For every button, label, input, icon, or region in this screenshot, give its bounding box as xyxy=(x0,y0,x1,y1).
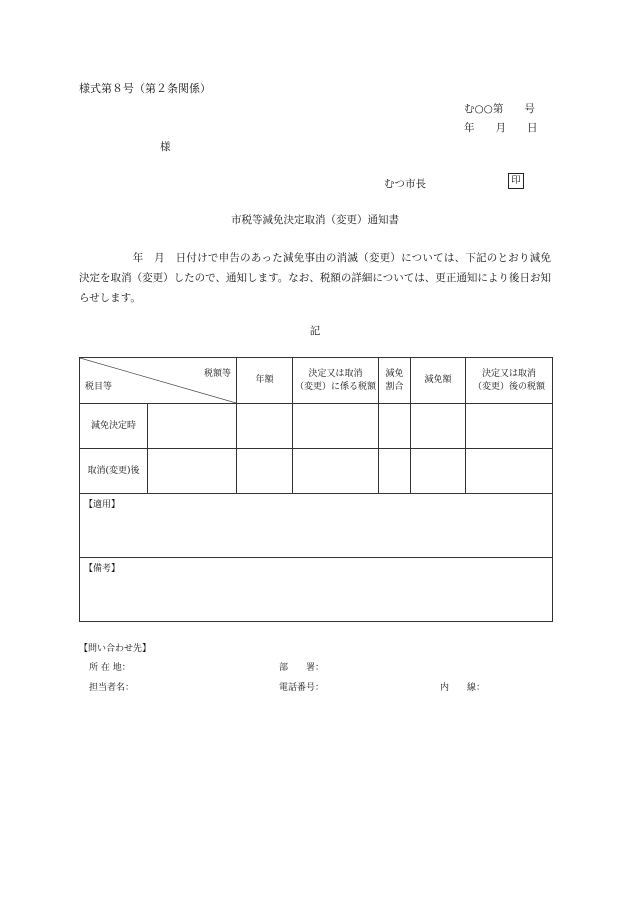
addressee: 様 xyxy=(160,141,171,153)
extension-label: 内 線： xyxy=(440,683,486,693)
row-label-decision: 減免決定時 xyxy=(80,404,148,449)
body-paragraph xyxy=(79,248,551,308)
table-cell xyxy=(148,449,237,494)
remark-tekiyo: 【適用】 xyxy=(80,494,553,558)
contact-heading: 【問い合わせ先】 xyxy=(79,644,152,654)
table-cell xyxy=(411,449,466,494)
issuer-name: むつ市長 xyxy=(384,178,426,190)
document-title: 市税等減免決定取消（変更）通知書 xyxy=(231,214,399,226)
table-cell xyxy=(379,449,411,494)
col-after-tax-line1: 決定又は取消 xyxy=(481,368,536,379)
table-cell xyxy=(411,404,466,449)
col-after-tax-line2: （変更）後の税額 xyxy=(472,381,545,392)
remark-row-tekiyo xyxy=(80,494,553,558)
table-cell xyxy=(293,449,379,494)
header-tax-label: 税額等 xyxy=(203,369,231,379)
col-decided-tax xyxy=(293,358,379,404)
table-cell xyxy=(466,449,553,494)
header-item-label: 税目等 xyxy=(85,382,113,392)
body-paragraph-text: 年 月 日付けで申告のあった減免事由の消滅（変更）については、下記のとおり減免決定を取消（変更）したので、通知します。なお、税額の詳細については、更正通知により後日お知らせします。 xyxy=(79,252,551,304)
col-reduction-amount: 減免額 xyxy=(411,358,466,404)
diagonal-header-cell xyxy=(80,358,237,404)
col-annual: 年額 xyxy=(237,358,293,404)
phone-label: 電話番号： xyxy=(279,683,325,693)
location-label: 所 在 地： xyxy=(89,663,131,673)
col-reduction-rate xyxy=(379,358,411,404)
seal-mark: 印 xyxy=(508,173,524,189)
person-label: 担当者名： xyxy=(89,683,135,693)
table-cell xyxy=(148,404,237,449)
issue-date: 年 月 日 xyxy=(464,122,538,134)
table-row xyxy=(80,404,553,449)
table-row xyxy=(80,449,553,494)
col-after-tax xyxy=(466,358,553,404)
table-cell xyxy=(466,404,553,449)
department-label: 部 署： xyxy=(279,663,325,673)
col-decided-tax-line2: （変更）に係る税額 xyxy=(294,381,376,392)
tax-table xyxy=(79,357,553,622)
form-number: 様式第８号（第２条関係） xyxy=(79,82,211,95)
row-label-after-change: 取消(変更)後 xyxy=(80,449,148,494)
col-reduction-rate-line1: 減免 xyxy=(385,368,404,379)
table-header-row xyxy=(80,358,553,404)
remark-biko: 【備考】 xyxy=(80,558,553,622)
col-decided-tax-line1: 決定又は取消 xyxy=(308,368,363,379)
ki-heading: 記 xyxy=(309,325,321,337)
table-cell xyxy=(379,404,411,449)
table-cell xyxy=(237,404,293,449)
document-number: む○○第 号 xyxy=(464,103,535,115)
table-cell xyxy=(293,404,379,449)
remark-row-biko xyxy=(80,558,553,622)
col-reduction-rate-line2: 割合 xyxy=(385,381,404,392)
table-cell xyxy=(237,449,293,494)
